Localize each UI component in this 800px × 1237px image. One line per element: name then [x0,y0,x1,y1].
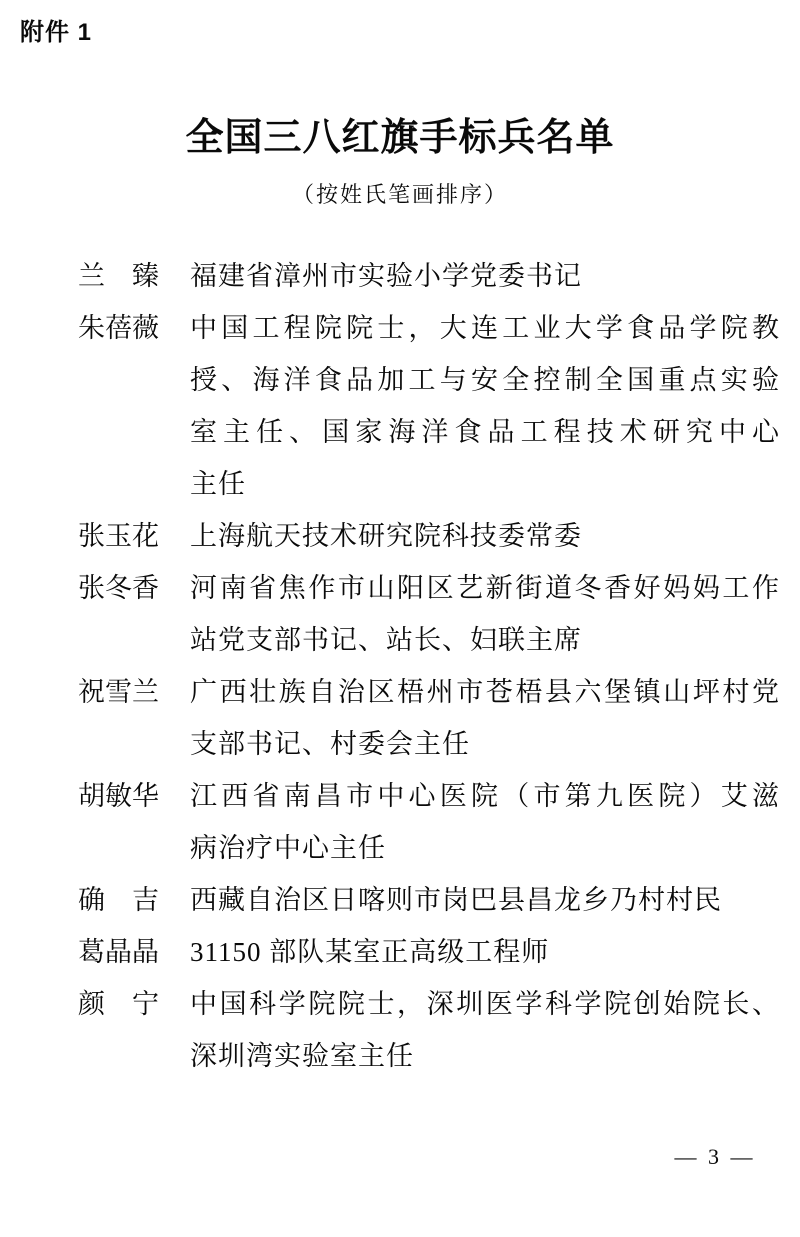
awardee-name: 张玉花 [78,521,159,551]
description-line: 广西壮族自治区梧州市苍梧县六堡镇山坪村党 [190,677,780,707]
page-subtitle: （按姓氏笔画排序） [291,182,508,207]
description-line: 支部书记、村委会主任 [190,729,470,759]
description-line: 31150 部队某室正高级工程师 [190,937,550,967]
list-item [78,666,782,770]
list-item [78,250,782,302]
awardee-description [190,874,780,926]
description-line: 站党支部书记、站长、妇联主席 [190,625,582,655]
awardee-description [190,926,780,978]
awardee-list [78,250,782,1082]
awardee-description [190,250,780,302]
awardee-name: 朱蓓薇 [78,313,159,343]
awardee-description [190,770,780,874]
description-line: 上海航天技术研究院科技委常委 [190,521,582,551]
awardee-name: 葛晶晶 [78,937,159,967]
awardee-description [190,978,780,1082]
awardee-name: 兰 臻 [78,261,159,291]
awardee-description [190,666,780,770]
list-item [78,770,782,874]
list-item [78,562,782,666]
description-line: 江西省南昌市中心医院（市第九医院）艾滋 [190,781,780,811]
description-line: 室主任、国家海洋食品工程技术研究中心 [190,417,780,447]
awardee-name: 颜 宁 [78,989,159,1019]
description-line: 中国科学院院士，深圳医学科学院创始院长、 [190,989,780,1019]
list-item [78,874,782,926]
description-line: 主任 [190,469,246,499]
awardee-name: 祝雪兰 [78,677,159,707]
awardee-description [190,510,780,562]
attachment-label: 附件 1 [20,19,93,46]
awardee-name: 确 吉 [78,885,159,915]
description-line: 西藏自治区日喀则市岗巴县昌龙乡乃村村民 [190,885,722,915]
awardee-name: 胡敏华 [78,781,159,811]
awardee-description [190,302,780,510]
page-number: — 3 — [674,1144,756,1169]
awardee-description [190,562,780,666]
description-line: 中国工程院院士，大连工业大学食品学院教 [190,313,780,343]
list-item [78,302,782,510]
awardee-name: 张冬香 [78,573,159,603]
page-title: 全国三八红旗手标兵名单 [185,117,615,159]
list-item [78,510,782,562]
description-line: 河南省焦作市山阳区艺新街道冬香好妈妈工作 [190,573,780,603]
description-line: 授、海洋食品加工与安全控制全国重点实验 [190,365,780,395]
list-item [78,926,782,978]
list-item [78,978,782,1082]
description-line: 病治疗中心主任 [190,833,386,863]
description-line: 深圳湾实验室主任 [190,1041,414,1071]
description-line: 福建省漳州市实验小学党委书记 [190,261,582,291]
